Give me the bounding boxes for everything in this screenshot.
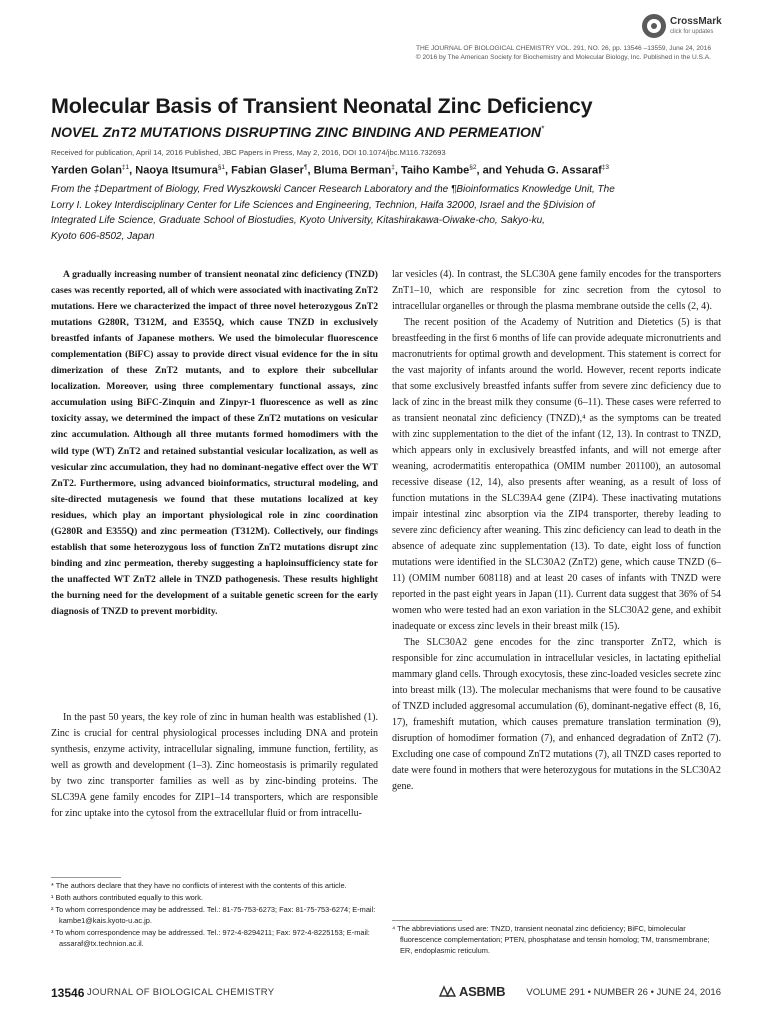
publisher-logo xyxy=(439,984,505,999)
body-paragraph: lar vesicles (4). In contrast, the SLC30A gene family encodes for the transporters ZnT1–10, which are responsible for zinc secretion from the cytosol to intracellular organelles or through the plasma membrane outside the cells (2, 4). xyxy=(392,269,721,312)
article-subtitle xyxy=(51,124,544,140)
footnote: ³ To whom correspondence may be addressed. Tel.: 972-4-8294211; Fax: 972-4-8225153; E-mail: assaraf@tx.technion.ac.il. xyxy=(51,928,370,948)
page-footer xyxy=(51,986,721,1002)
author-affiliation-mark: §1 xyxy=(217,164,226,171)
author-name[interactable]: Yarden Golan xyxy=(51,164,122,177)
copyright-line: © 2016 by The American Society for Biochemistry and Molecular Biology, Inc. Published in the U.S.A. xyxy=(415,54,711,61)
crossmark-icon xyxy=(642,14,666,38)
article-title: Molecular Basis of Transient Neonatal Zinc Deficiency xyxy=(51,94,593,118)
author-affiliation-mark: ‡ xyxy=(391,164,395,171)
affiliation-line: Kyoto 606-8502, Japan xyxy=(51,230,155,242)
journal-name: JOURNAL OF BIOLOGICAL CHEMISTRY xyxy=(87,987,275,998)
body-paragraph: The recent position of the Academy of Nutrition and Dietetics (5) is that breastfeeding in the first 6 months of life can provide adequate micronutrients and macronutrients for optimal growth and development. This statement is correct for the vast majority of infants around the world. However, recent reports indicate that some exclusively breastfed infants suffer from severe zinc deficiency due to lack of zinc in the breast milk they consume (6–11). These cases were referred to as transient neonatal zinc deficiency (TNZD),⁴ as the symptoms can be treated with zinc supplementation to the diet of the infant (12, 13). In contrast to TNZD, which appears only in exclusively breastfed infants, and will not emerge after weaning, acrodermatitis enteropathica (OMIM number 201100), an autosomal recessive disease (12, 14), also presents after weaning, as a result of loss of function mutations in the SLC39A4 gene (ZIP4). These inactivating mutations impair intestinal zinc absorption via the ZIP4 transporter, thereby leading to severe zinc deficiency after weaning. This zinc deficiency can lead to death in the absence of adequate zinc supplementation (13). To date, eight loss of function mutations were identified in the SLC30A2 (ZnT2) gene, which cause TNZD (6–11) (OMIM number 608118) and at least 20 cases of infants with TNZD were reported in the past eight years in Japan (11). Current data suggest that 36% of 54 women who were tested had an exon variation in the SLC30A2 gene, and exhibit inadequate or excess zinc levels in their breast milk (15). xyxy=(392,317,721,632)
right-column xyxy=(392,267,721,795)
abstract-text: A gradually increasing number of transient neonatal zinc deficiency (TNZD) cases was recently reported, all of which were associated with inactivating ZnT2 mutations. Here we characterized the impact of three novel heterozygous ZnT2 mutations G280R, T312M, and E355Q, which cause TNZD in exclusively breastfed infants of Japanese mothers. We used the bimolecular fluorescence complementation (BiFC) assay to provide direct visual evidence for the in situ dimerization of these ZnT2 mutants, and to explore their subcellular localization. Moreover, using three complementary functional assays, zinc accumulation using BiFC-Zinquin and Zinpyr-1 fluorescence as well as zinc toxicity assay, we determined the impact of these ZnT2 mutations on vesicular zinc accumulation. Although all three mutants formed homodimers with the wild type (WT) ZnT2 and retained substantial vesicular localization, as well as vesicular zinc accumulation, they had no dominant-negative effect over the WT ZnT2. Furthermore, using advanced bioinformatics, structural modeling, and site-directed mutagenesis we found that these mutations localized at key residues, which play an important physiological role in zinc coordination (G280R and E355Q) and zinc permeation (T312M). Collectively, our findings establish that some heterozygous loss of function ZnT2 mutations disrupt zinc binding and zinc permeation, thereby suggesting a haploinsufficiency state for the unaffected WT ZnT2 allele in TNZD pathogenesis. These results highlight the burning need for the development of a suitable genetic screen for the early diagnosis of TNZD to prevent morbidity. xyxy=(51,269,378,617)
author-separator: , xyxy=(307,164,314,177)
footnotes-left xyxy=(51,880,380,950)
publisher-name: ASBMB xyxy=(459,984,506,999)
footnote-rule-left xyxy=(51,877,121,878)
volume-issue: VOLUME 291 • NUMBER 26 • JUNE 24, 2016 xyxy=(526,987,721,998)
subtitle-footnote-mark[interactable]: * xyxy=(541,124,545,134)
crossmark-label: CrossMark xyxy=(670,16,722,27)
author-name[interactable]: Yehuda G. Assaraf xyxy=(504,164,602,177)
footnote: ⁴ The abbreviations used are: TNZD, transient neonatal zinc deficiency; BiFC, bimolecular fluorescence complementation; PTEN, phosphatase and tensin homolog; TM, transmembrane; ER, endoplasmic reticulum. xyxy=(392,924,710,955)
author-affiliation-mark: ‡1 xyxy=(121,164,130,171)
citation-line: THE JOURNAL OF BIOLOGICAL CHEMISTRY VOL. 291, NO. 26, pp. 13546 –13559, June 24, 2016 xyxy=(415,45,711,52)
footnote: ¹ Both authors contributed equally to this work. xyxy=(51,893,203,902)
footnote: * The authors declare that they have no conflicts of interest with the contents of this article. xyxy=(51,881,347,890)
author-separator: , xyxy=(394,164,401,177)
introduction-left xyxy=(51,710,378,822)
journal-citation-header xyxy=(416,44,711,62)
footnote-rule-right xyxy=(392,920,462,921)
author-name[interactable]: Bluma Berman xyxy=(313,164,392,177)
author-separator: , xyxy=(225,164,232,177)
affiliation-line: From the ‡Department of Biology, Fred Wyszkowski Cancer Research Laboratory and the ¶Bioinformatics Knowledge Unit, The xyxy=(51,184,615,195)
affiliation-line: Lorry I. Lokey Interdisciplinary Center for Life Sciences and Engineering, Technion, Haifa 32000, Israel and the §Division of xyxy=(51,199,595,211)
author-name[interactable]: Taiho Kambe xyxy=(400,164,470,177)
footnote: ² To whom correspondence may be addressed. Tel.: 81-75-753-6273; Fax: 81-75-753-6274; E-mail: kambe1@kais.kyoto-u.ac.jp. xyxy=(51,905,376,925)
affiliations xyxy=(51,182,731,244)
author-separator: , xyxy=(129,164,136,177)
author-affiliation-mark: ¶ xyxy=(303,164,308,171)
author-affiliation-mark: §2 xyxy=(469,164,477,171)
intro-paragraph: In the past 50 years, the key role of zinc in human health was established (1). Zinc is crucial for central physiological processes including DNA and protein synthesis, enzyme activity, intracellular signaling, immune function, fertility, as well as growth and development (1–3). Zinc homeostasis is primarily regulated by two zinc transporter families as well as by zinc-binding proteins. The SLC39A gene family encodes for ZIP1–14 transporters, which are responsible for zinc uptake into the cytosol from the extracellular fluid or from intracellu- xyxy=(51,712,378,819)
crossmark-sub: click for updates xyxy=(670,29,714,35)
crossmark-badge[interactable] xyxy=(642,12,747,42)
author-name[interactable]: Fabian Glaser xyxy=(231,164,304,177)
page-number: 13546 xyxy=(51,986,85,1000)
footnotes-right xyxy=(392,923,721,957)
affiliation-line: Integrated Life Science, Graduate School of Biostudies, Kyoto University, Kitashirakawa-Oiwake-cho, Sakyo-ku, xyxy=(51,215,545,226)
received-line: Received for publication, April 14, 2016 Published, JBC Papers in Press, May 2, 2016, DOI 10.1074/jbc.M116.732693 xyxy=(51,148,446,157)
asbmb-logo-icon xyxy=(439,985,457,997)
abstract xyxy=(51,267,378,620)
author-separator: , and xyxy=(476,164,505,177)
author-name[interactable]: Naoya Itsumura xyxy=(135,164,218,177)
author-affiliation-mark: ‡3 xyxy=(601,164,610,171)
author-list xyxy=(51,164,609,177)
subtitle-text: NOVEL ZnT2 MUTATIONS DISRUPTING ZINC BINDING AND PERMEATION xyxy=(51,124,541,140)
body-paragraph: The SLC30A2 gene encodes for the zinc transporter ZnT2, which is responsible for zinc accumulation in intracellular vesicles, in lactating epithelial mammary gland cells. Through exocytosis, these zinc-loaded vesicles secrete zinc into breast milk (13). The molecular mechanisms that were found to be causative of TNZD included aggresomal accumulation (6), dominant-negative effect (8, 16, 17), frameshift mutation, which causes premature translation termination (9), disruption of homodimer formation (7), and enhanced degradation of ZnT2 (7). Excluding one case of compound ZnT2 mutations (7), all TNZD cases reported to date were found in mothers that were heterozygous for mutations in the SLC30A2 gene. xyxy=(392,637,721,792)
